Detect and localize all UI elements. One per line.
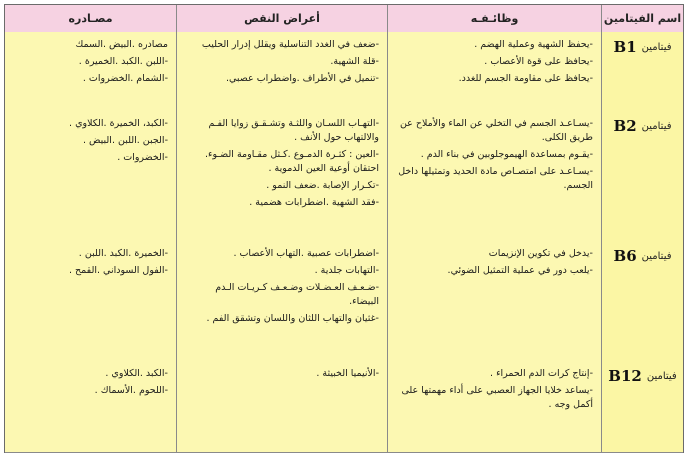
sources-list-item: -الشمام .الخضروات . [82, 73, 168, 84]
sources-list [5, 111, 176, 165]
symptoms-list-item: -التهابات جلدية . [314, 265, 379, 276]
functions-list-item: -يقـوم بمساعدة الهيموجلوبين في بناء الدم . [420, 149, 593, 160]
functions-list-item: -إنتاج كرات الدم الحمراء . [490, 368, 593, 379]
symptoms-list-item: -تنميل في الأطراف .واضطراب عصبي. [225, 73, 379, 84]
header-vitamin-name: اسم الفيتامين [601, 5, 683, 32]
sources-list [5, 241, 176, 278]
sources-cell [5, 111, 176, 241]
sources-list-item: مصادره .البيض .السمك [75, 39, 168, 50]
sources-list-item: -اللحوم .الأسماك . [94, 385, 168, 396]
table-row [5, 241, 683, 362]
symptoms-list-item: -غثيان والتهاب اللثان واللسان وتشقق الفم . [206, 313, 379, 324]
symptoms-list-item: -قلة الشهية. [330, 56, 379, 67]
vitamin-word: فيتامين [641, 42, 672, 53]
functions-cell [387, 32, 601, 111]
symptoms-list [177, 111, 387, 210]
functions-list-item: -يحافظ على قوة الأعصاب . [484, 56, 593, 67]
functions-list-item: -يسـاعـد الجسم في التخلي عن الماء والأملاح عن طريق الكلى. [399, 118, 593, 143]
symptoms-list [177, 241, 387, 326]
sources-list-item: -الكبد، الخميرة .الكلاوي . [69, 118, 168, 129]
vitamin-code: B12 [608, 367, 642, 385]
functions-list [388, 111, 601, 193]
symptoms-list-item: -ضعف في الغدد التناسلية ويقلل إدرار الحليب [201, 39, 379, 50]
vitamin-code: B2 [613, 117, 637, 135]
table-header-row [5, 5, 683, 33]
sources-list-item: -الكبد .الكلاوي . [105, 368, 168, 379]
functions-list-item: -يدخل في تكوين الإنزيمات [488, 248, 593, 259]
vitamin-code: B6 [613, 247, 637, 265]
header-functions: وظائـفـه [387, 5, 601, 32]
symptoms-list-item: -ضـعـف العـضـلات وضـعـف كـريـات الـدم البيضاء. [215, 282, 379, 307]
table-row [5, 111, 683, 242]
sources-cell [5, 241, 176, 361]
sources-list-item: -اللبن .الكبد .الخميرة . [78, 56, 168, 67]
functions-list [388, 32, 601, 86]
vitamin-name-cell [601, 111, 683, 241]
symptoms-list-item: -العين : كثـرة الدمـوع .كـثل مقـاومة الضـوء. احتقان أوعية العين الدموية . [204, 149, 379, 174]
functions-cell [387, 241, 601, 361]
header-sources: مصـادره [68, 12, 113, 25]
functions-list [388, 241, 601, 278]
symptoms-list-item: -فقد الشهية .اضطرابات هضمية . [249, 197, 379, 208]
vitamin-table [4, 4, 684, 453]
functions-list-item: -يحافظ على مقاومة الجسم للغدد. [458, 73, 593, 84]
table-row [5, 361, 683, 453]
sources-list-item: -الخميرة .الكبد .اللبن . [78, 248, 168, 259]
symptoms-cell [176, 241, 387, 361]
functions-list-item: -يساعد خلايا الجهاز العصبي على أداء مهمتها على أكمل وجه . [401, 385, 593, 410]
symptoms-list-item: -تكـرار الإصابة .ضعف النمو . [266, 180, 379, 191]
vitamin-name-cell [601, 241, 683, 361]
vitamin-name-cell [601, 361, 683, 452]
table-row [5, 32, 683, 112]
sources-cell [5, 361, 176, 452]
sources-list [5, 32, 176, 86]
functions-cell [387, 111, 601, 241]
functions-cell [387, 361, 601, 452]
sources-list-item: -الفول السوداني .القمح . [69, 265, 168, 276]
sources-list [5, 361, 176, 398]
functions-list-item: -يلعب دور في عملية التمثيل الضوئي. [447, 265, 593, 276]
vitamin-name-cell [601, 32, 683, 111]
symptoms-cell [176, 32, 387, 111]
functions-list [388, 361, 601, 412]
symptoms-cell [176, 111, 387, 241]
symptoms-list [177, 361, 387, 381]
symptoms-list-item: -التهـاب اللسـان واللثـة وتشـقـق زوايا الفـم والالتهاب حول الأنف . [208, 118, 379, 143]
functions-list-item: -يحفظ الشهية وعملية الهضم . [474, 39, 593, 50]
sources-list-item: -الجبن .اللبن .البيض . [83, 135, 168, 146]
vitamin-word: فيتامين [641, 121, 672, 132]
sources-cell [5, 32, 176, 111]
symptoms-list-item: -اضطرابات عصبية .التهاب الأعصاب . [233, 248, 379, 259]
symptoms-list [177, 32, 387, 86]
header-deficiency-symptoms: أعراض النقص [176, 5, 387, 32]
symptoms-cell [176, 361, 387, 452]
vitamin-code: B1 [613, 38, 637, 56]
functions-list-item: -يسـاعـد على امتصـاص مادة الحديد وتمثيلها داخل الجسم. [398, 166, 593, 191]
symptoms-list-item: -الأنيميا الخبيثة . [316, 368, 379, 379]
vitamin-word: فيتامين [646, 371, 677, 382]
vitamin-word: فيتامين [641, 251, 672, 262]
sources-list-item: -الخضروات . [117, 152, 168, 163]
